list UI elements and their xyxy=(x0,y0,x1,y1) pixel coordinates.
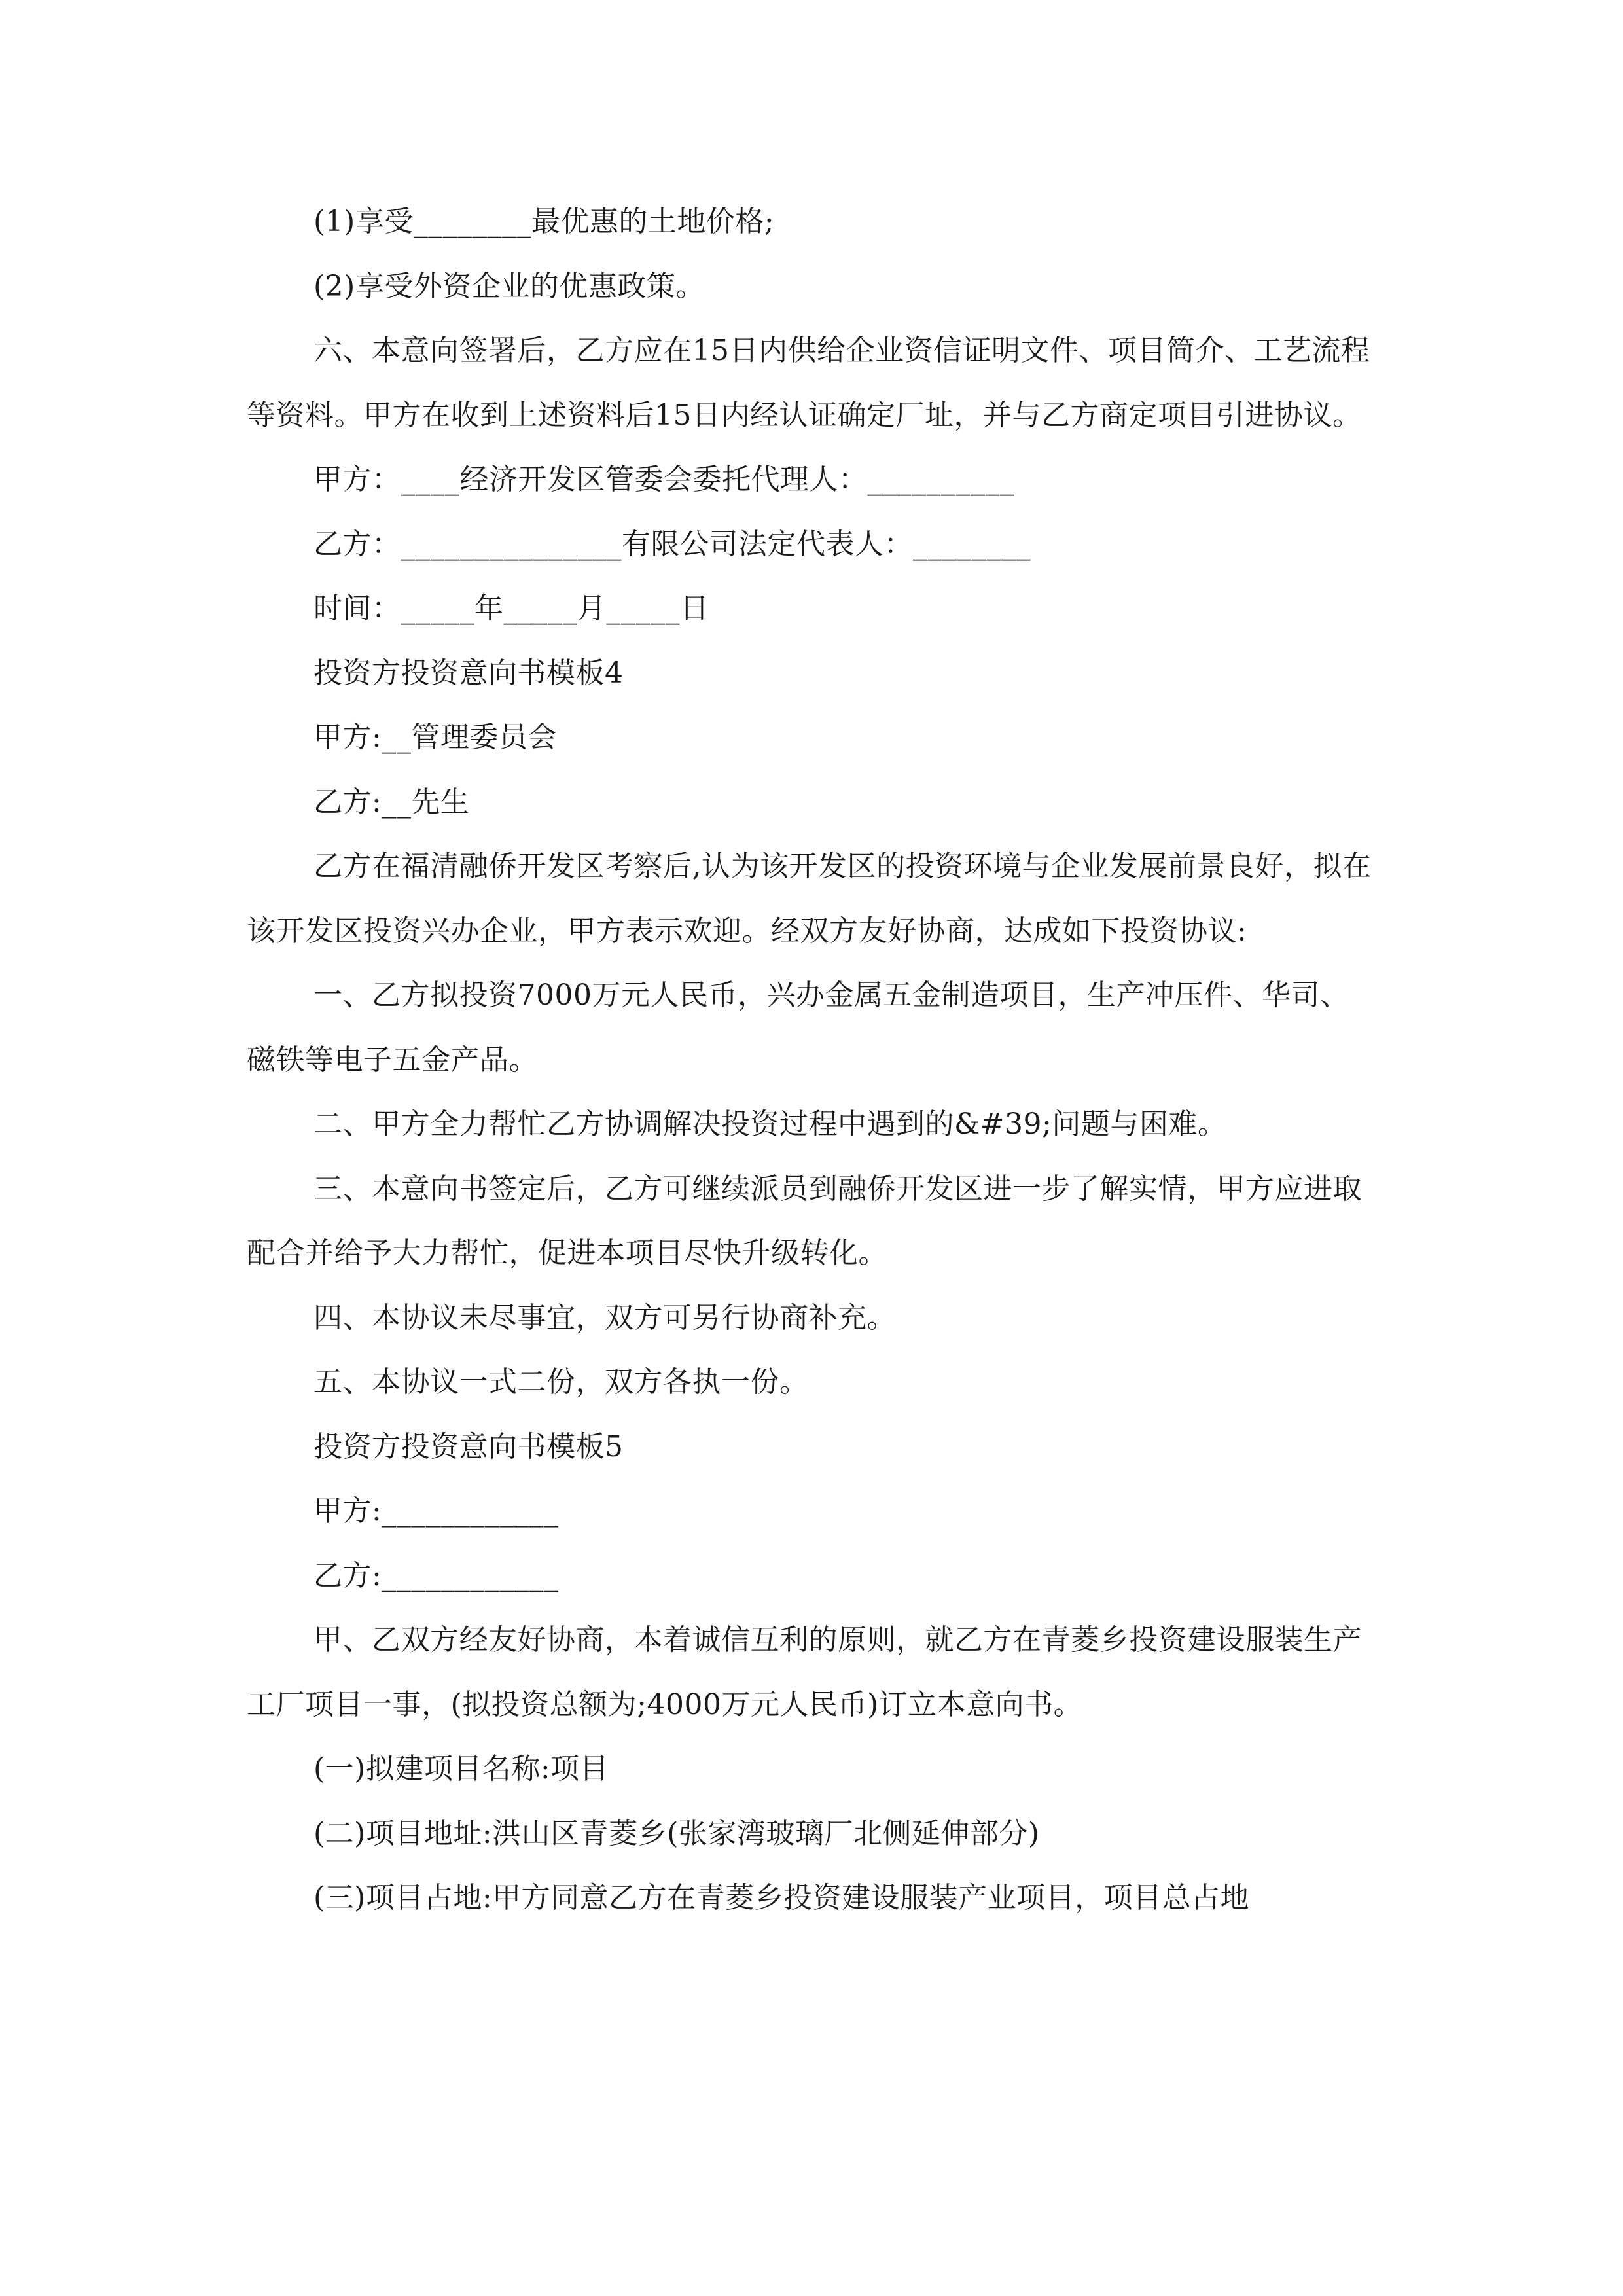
document-body xyxy=(247,190,1378,1931)
template-4-party-a: 甲方:__管理委员会 xyxy=(313,721,557,754)
clause-six: 六、本意向签署后，乙方应在15日内供给企业资信证明文件、项目简介、工艺流程等资料。甲方在收到上述资料后15日内经认证确定厂址，并与乙方商定项目引进协议。 xyxy=(247,334,1370,432)
template-5-project-name: (一)拟建项目名称:项目 xyxy=(313,1752,609,1785)
signature-date: 时间：_____年_____月_____日 xyxy=(313,592,709,625)
template-4-clause-1: 一、乙方拟投资7000万元人民币，兴办金属五金制造项目，生产冲压件、华司、磁铁等电子五金产品。 xyxy=(247,978,1349,1077)
template-4-heading: 投资方投资意向书模板4 xyxy=(313,656,624,690)
clause-land-price: (1)享受________最优惠的土地价格; xyxy=(313,205,775,238)
template-5-party-b: 乙方:____________ xyxy=(313,1558,559,1592)
signature-party-a: 甲方：____经济开发区管委会委托代理人：__________ xyxy=(313,463,1015,496)
template-5-party-a: 甲方:____________ xyxy=(313,1494,559,1528)
template-4-clause-4: 四、本协议未尽事宜，双方可另行协商补充。 xyxy=(313,1300,896,1335)
template-5-project-land: (三)项目占地:甲方同意乙方在青菱乡投资建设服装产业项目，项目总占地 xyxy=(313,1881,1250,1914)
template-4-clause-3: 三、本意向书签定后，乙方可继续派员到融侨开发区进一步了解实情，甲方应进取配合并给予大力帮忙，促进本项目尽快升级转化。 xyxy=(247,1172,1362,1270)
template-5-intro: 甲、乙双方经友好协商，本着诚信互利的原则，就乙方在青菱乡投资建设服装生产工厂项目一事，(拟投资总额为;4000万元人民币)订立本意向书。 xyxy=(247,1623,1362,1721)
signature-party-b: 乙方：_______________有限公司法定代表人：________ xyxy=(313,527,1031,561)
template-4-party-b: 乙方:__先生 xyxy=(313,785,470,819)
template-4-intro: 乙方在福清融侨开发区考察后,认为该开发区的投资环境与企业发展前景良好，拟在该开发区投资兴办企业，甲方表示欢迎。经双方友好协商，达成如下投资协议: xyxy=(247,850,1372,948)
template-4-clause-5: 五、本协议一式二份，双方各执一份。 xyxy=(313,1365,809,1399)
clause-foreign-policy: (2)享受外资企业的优惠政策。 xyxy=(313,269,705,303)
template-4-clause-2: 二、甲方全力帮忙乙方协调解决投资过程中遇到的&#39;问题与困难。 xyxy=(313,1107,1227,1141)
template-5-heading: 投资方投资意向书模板5 xyxy=(313,1429,624,1463)
template-5-project-address: (二)项目地址:洪山区青菱乡(张家湾玻璃厂北侧延伸部分) xyxy=(313,1816,1040,1850)
